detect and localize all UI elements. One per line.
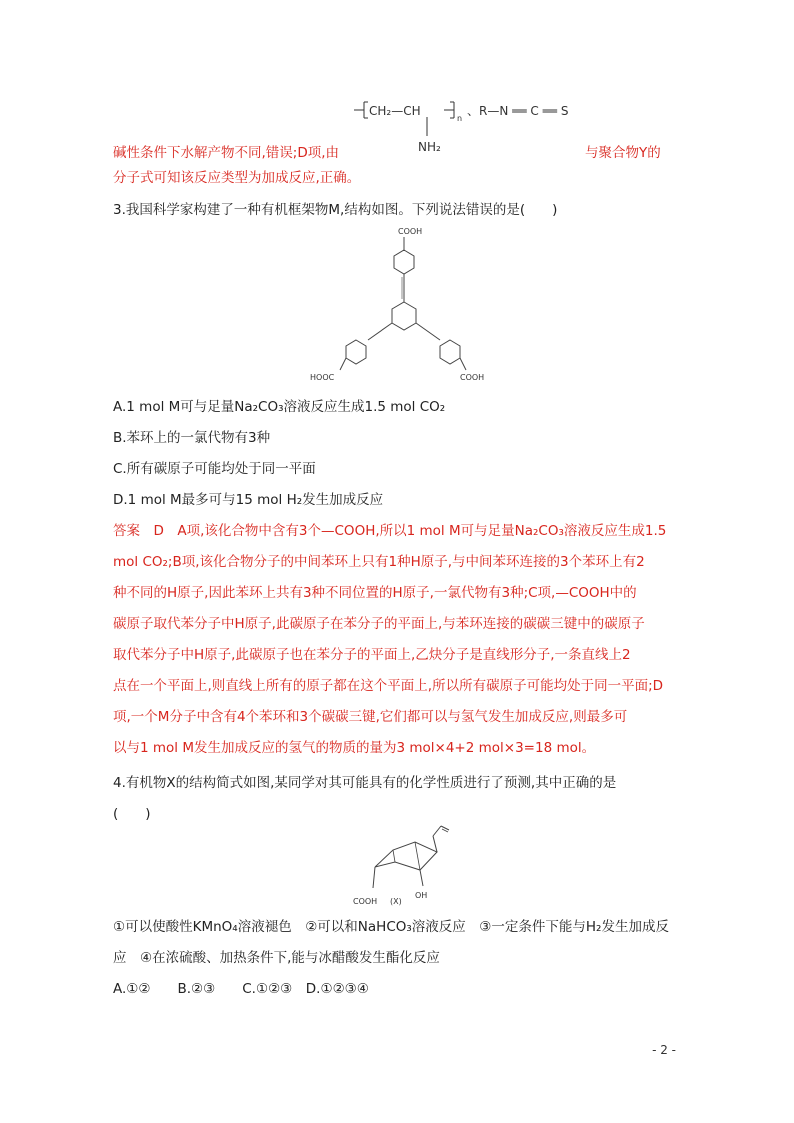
page-number: - 2 - xyxy=(652,1043,676,1057)
svg-text:n: n xyxy=(457,114,463,123)
q3-option-d: D.1 mol M最多可与15 mol H₂发生加成反应 xyxy=(113,492,384,508)
svg-text:、R—N ══ C ══ S: 、R—N ══ C ══ S xyxy=(467,104,569,118)
q3-answer-line-3: 种不同的H原子,因此苯环上共有3种不同位置的H原子,一氯代物有3种;C项,—COOH中的 xyxy=(113,585,637,601)
q3-answer-line-2: mol CO₂;B项,该化合物分子的中间苯环上只有1种H原子,与中间苯环连接的3个苯环上有2 xyxy=(113,554,645,570)
hooc-label: HOOC xyxy=(310,373,335,382)
q3-stem: 3.我国科学家构建了一种有机框架物M,结构如图。下列说法错误的是( ) xyxy=(113,202,558,218)
q3-structure-figure xyxy=(300,222,500,387)
q3-answer-line-5: 取代苯分子中H原子,此碳原子也在苯分子的平面上,乙炔分子是直线形分子,一条直线上2 xyxy=(113,647,631,663)
x-label: (X) xyxy=(390,897,402,906)
cooh-label-x: COOH xyxy=(353,897,378,906)
q3-option-b: B.苯环上的一氯代物有3种 xyxy=(113,430,271,446)
q4-structure-figure xyxy=(345,822,475,910)
prev-answer-line1-left: 碱性条件下水解产物不同,错误;D项,由 xyxy=(113,145,340,161)
q3-answer-line-4: 碳原子取代苯分子中H原子,此碳原子在苯分子的平面上,与苯环连接的碳碳三键中的碳原子 xyxy=(113,616,645,632)
prev-answer-line1-right: 与聚合物Y的 xyxy=(585,145,661,161)
q3-answer-line-8: 以与1 mol M发生加成反应的氢气的物质的量为3 mol×4+2 mol×3=18 mol。 xyxy=(113,740,596,756)
nh2-label: NH₂ xyxy=(418,140,441,154)
q4-statements-line2: 应 ④在浓硫酸、加热条件下,能与冰醋酸发生酯化反应 xyxy=(113,950,440,966)
q3-answer-line-6: 点在一个平面上,则直线上所有的原子都在这个平面上,所以所有碳原子可能均处于同一平面;D xyxy=(113,678,664,694)
svg-text:CH₂—CH: CH₂—CH xyxy=(369,104,421,118)
q4-statements-line1: ①可以使酸性KMnO₄溶液褪色 ②可以和NaHCO₃溶液反应 ③一定条件下能与H₂发生加成反 xyxy=(113,919,669,935)
q4-stem: 4.有机物X的结构简式如图,某同学对其可能具有的化学性质进行了预测,其中正确的是 xyxy=(113,775,617,791)
oh-label: OH xyxy=(415,891,428,900)
q3-answer-line-7: 项,一个M分子中含有4个苯环和3个碳碳三键,它们都可以与氢气发生加成反应,则最多可 xyxy=(113,709,628,725)
q3-option-c: C.所有碳原子可能均处于同一平面 xyxy=(113,461,316,477)
q4-choices: A.①② B.②③ C.①②③ D.①②③④ xyxy=(113,981,369,997)
q4-paren: ( ) xyxy=(113,806,151,822)
cooh-label-top: COOH xyxy=(398,227,423,236)
q3-answer-line-1: 答案 D A项,该化合物中含有3个—COOH,所以1 mol M可与足量Na₂CO₃溶液反应生成1.5 xyxy=(113,523,667,539)
q3-option-a: A.1 mol M可与足量Na₂CO₃溶液反应生成1.5 mol CO₂ xyxy=(113,399,446,415)
cooh-label-right: COOH xyxy=(460,373,485,382)
polymer-structure-figure xyxy=(352,96,602,156)
prev-answer-line2: 分子式可知该反应类型为加成反应,正确。 xyxy=(113,170,361,186)
